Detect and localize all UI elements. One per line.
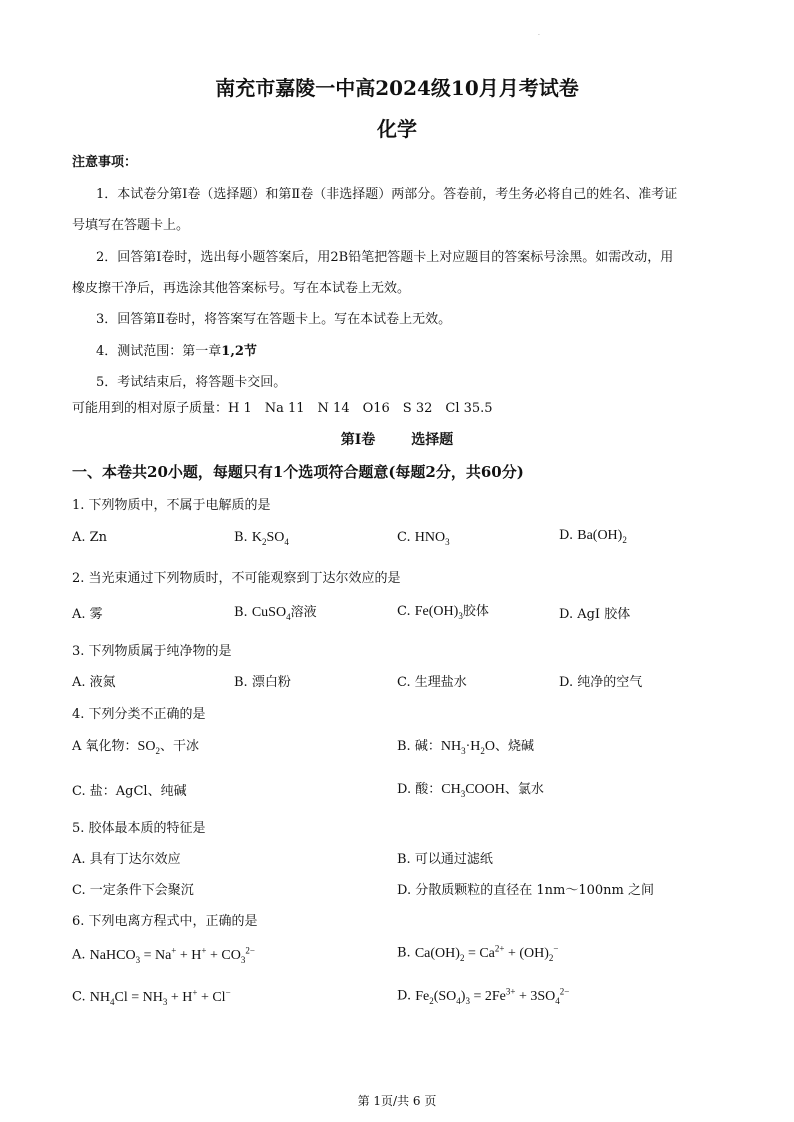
q5-option-a: A. 具有丁达尔效应 — [72, 852, 181, 867]
q3-option-c: C. 生理盐水 — [397, 675, 467, 690]
notice-item-5: 5．考试结束后，将答题卡交回。 — [96, 375, 287, 390]
q6-option-a: A. NaHCO$_3$ = $Na^+ + H^+ + CO_3^{2-}$ — [72, 945, 255, 965]
q3-option-b: B. 漂白粉 — [234, 675, 291, 690]
q3-option-a: A. 液氮 — [72, 675, 116, 690]
part-instructions: 一、本卷共20小题，每题只有1个选项符合题意(每题2分，共60分) — [72, 463, 524, 481]
question-2-stem: 2. 当光束通过下列物质时，不可能观察到丁达尔效应的是 — [72, 571, 401, 586]
question-5-stem: 5. 胶体最本质的特征是 — [72, 821, 206, 836]
notice-item-1-line-2: 号填写在答题卡上。 — [72, 218, 190, 233]
q5-option-b: B. 可以通过滤纸 — [397, 852, 493, 867]
question-1-stem: 1. 下列物质中，不属于电解质的是 — [72, 498, 271, 513]
q2-option-b: B. CuSO$_4$溶液 — [234, 605, 317, 622]
page-footer: 第 1页/共 6 页 — [357, 1094, 437, 1108]
question-3-stem: 3. 下列物质属于纯净物的是 — [72, 644, 232, 659]
q4-option-c: C. 盐：AgCl、纯碱 — [72, 784, 187, 799]
q1-option-a: A. Zn — [72, 530, 108, 545]
q3-option-d: D. 纯净的空气 — [559, 675, 643, 690]
section-heading: 第Ⅰ卷 选择题 — [340, 432, 454, 448]
q4-option-a: A 氧化物：$SO_2$、干冰 — [72, 739, 199, 756]
notice-item-2-line-2: 橡皮擦干净后，再选涂其他答案标号。写在本试卷上无效。 — [72, 281, 411, 296]
scan-dot: · — [538, 32, 540, 39]
q1-option-b: B. $K_2SO_4$ — [234, 530, 289, 547]
q5-option-d: D. 分散质颗粒的直径在 1nm～100nm 之间 — [397, 883, 654, 898]
q2-option-a: A. 雾 — [72, 607, 103, 622]
q2-option-d: D. AgI 胶体 — [559, 607, 631, 622]
notice-item-2-line-1: 2．回答第Ⅰ卷时，选出每小题答案后，用2B铅笔把答题卡上对应题目的答案标号涂黑。如需改动，用 — [96, 250, 674, 265]
atomic-masses: 可能用到的相对原子质量：H 1 Na 11 N 14 O16 S 32 Cl 35.5 — [72, 401, 493, 416]
q6-option-b: B. $Ca(OH)_2 = Ca^{2+} + (OH)_2^-$ — [397, 943, 559, 963]
subject-title: 化学 — [377, 117, 417, 141]
notice-item-4: 4．测试范围：第一章1,2节 — [96, 344, 257, 359]
notice-item-1-line-1: 1．本试卷分第Ⅰ卷（选择题）和第Ⅱ卷（非选择题）两部分。答卷前，考生务必将自己的姓名、准考证 — [96, 187, 678, 202]
notice-heading: 注意事项： — [72, 155, 138, 170]
q5-option-c: C. 一定条件下会聚沉 — [72, 883, 194, 898]
page-title: 南充市嘉陵一中高2024级10月月考试卷 — [215, 76, 579, 100]
q1-option-c: C. $HNO_3$ — [397, 530, 450, 547]
q1-option-d: D. $Ba(OH)_2$ — [559, 528, 627, 545]
q6-option-c: C. $NH_4Cl = NH_3 + H^+ + Cl^-$ — [72, 987, 231, 1007]
q6-option-d: D. $Fe_2(SO_4)_3 = 2Fe^{3+} + 3SO_4^{2-}$ — [397, 986, 570, 1006]
q4-option-b: B. 碱：$NH_3\cdot H_2O$、烧碱 — [397, 739, 534, 756]
notice-item-3: 3．回答第Ⅱ卷时，将答案写在答题卡上。写在本试卷上无效。 — [96, 312, 452, 327]
q2-option-c: C. $Fe(OH)_3$胶体 — [397, 604, 489, 621]
question-6-stem: 6. 下列电离方程式中，正确的是 — [72, 914, 258, 929]
question-4-stem: 4. 下列分类不正确的是 — [72, 707, 206, 722]
q4-option-d: D. 酸：$CH_3COOH$、氯水 — [397, 782, 544, 799]
